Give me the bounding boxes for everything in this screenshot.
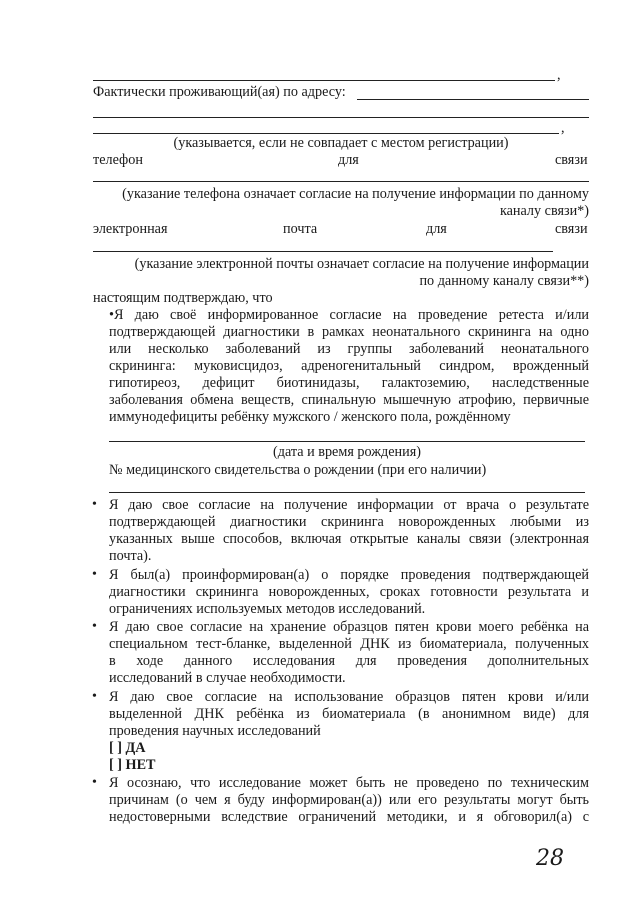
email-note-line-1: (указание электронной почты означает согласие на получение информации xyxy=(134,256,589,272)
birth-date-line[interactable] xyxy=(109,441,585,442)
address-label: Фактически проживающий(ая) по адресу: xyxy=(93,84,346,100)
consent-retest-line: скрининга: муковисцидоз, адреногенитальный синдром, врожденный xyxy=(109,358,589,374)
bullet-marker: • xyxy=(92,689,97,704)
email-word: почта xyxy=(283,221,318,237)
option-no-checkbox[interactable]: [ ] НЕТ xyxy=(109,757,156,773)
consent-retest-line: •Я даю своё информированное согласие на проведение ретеста и/или xyxy=(109,307,589,323)
birth-certificate-line[interactable] xyxy=(109,492,585,493)
email-note-line-2: по данному каналу связи**) xyxy=(419,273,589,289)
bullet-1-line: указанных выше способов, включая открытые каналы связи (электронная xyxy=(109,531,589,547)
blank-line-top xyxy=(93,80,555,81)
address-field-line-1[interactable] xyxy=(357,99,589,100)
phone-field-line[interactable] xyxy=(93,181,589,182)
option-yes-checkbox[interactable]: [ ] ДА xyxy=(109,740,146,756)
bullet-marker: • xyxy=(92,567,97,582)
consent-retest-line: иммунодефициты ребёнку мужского / женского пола, рождённому xyxy=(109,409,511,425)
bullet-1-line: подтверждающей диагностики скрининга новорожденных любыми из xyxy=(109,514,589,530)
bullet-2-line: ограничениях используемых методов исследований. xyxy=(109,601,426,617)
comma-mark: , xyxy=(557,67,561,83)
email-word: электронная xyxy=(93,221,168,237)
bullet-marker: • xyxy=(92,619,97,634)
bullet-3-line: исследований в случае необходимости. xyxy=(109,670,346,686)
consent-retest-line: подтверждающей диагностики в рамках неонатального скрининга на одно xyxy=(109,324,589,340)
phone-word: телефон xyxy=(93,152,143,168)
bullet-3-line: Я даю свое согласие на хранение образцов пятен крови моего ребёнка на xyxy=(109,619,589,635)
address-note: (указывается, если не совпадает с местом регистрации) xyxy=(173,135,509,151)
consent-retest-line: или несколько заболеваний из группы заболеваний неонатального xyxy=(109,341,589,357)
address-field-line-2[interactable] xyxy=(93,117,589,118)
bullet-2-line: Я был(а) проинформирован(а) о порядке проведения подтверждающей xyxy=(109,567,589,583)
birth-date-note: (дата и время рождения) xyxy=(273,444,421,460)
bullet-3-line: в ходе данного исследования для проведения дополнительных xyxy=(109,653,589,669)
email-word: для xyxy=(426,221,447,237)
page-number: 28 xyxy=(536,846,564,871)
bullet-1-line: почта). xyxy=(109,548,152,564)
birth-certificate-label: № медицинского свидетельства о рождении (при его наличии) xyxy=(109,462,487,478)
bullet-1-line: Я даю свое согласие на получение информации от врача о результате xyxy=(109,497,589,513)
bullet-4-line: Я даю свое согласие на использование образцов пятен крови и/или xyxy=(109,689,589,705)
bullet-4-line: выделенной ДНК ребёнка из биоматериала (в анонимном виде) для xyxy=(109,706,589,722)
bullet-5-line: Я осознаю, что исследование может быть не проведено по техническим xyxy=(109,775,589,791)
comma-mark: , xyxy=(561,120,565,136)
phone-note-line-1: (указание телефона означает согласие на получение информации по данному xyxy=(122,186,589,202)
bullet-4-line: проведения научных исследований xyxy=(109,723,321,739)
bullet-5-line: причинам (о чем я буду информирован(а)) или его результаты могут быть xyxy=(109,792,589,808)
consent-retest-line: гипотиреоз, дефицит биотинидазы, галактоземию, наследственные xyxy=(109,375,589,391)
phone-word: связи xyxy=(555,152,588,168)
phone-note-line-2: каналу связи*) xyxy=(499,203,589,219)
email-word: связи xyxy=(555,221,588,237)
email-field-line[interactable] xyxy=(93,251,553,252)
address-field-line-3[interactable] xyxy=(93,133,559,134)
phone-word: для xyxy=(338,152,359,168)
bullet-2-line: диагностики скрининга новорожденных, сроках готовности результата и xyxy=(109,584,589,600)
bullet-3-line: специальном тест-бланке, выделенной ДНК из биоматериала, полученных xyxy=(109,636,589,652)
bullet-5-line: недостоверными вследствие ограничений методики, и я обговорил(а) с xyxy=(109,809,589,825)
bullet-marker: • xyxy=(92,775,97,790)
consent-retest-line: заболевания обмена веществ, спинальную мышечную атрофию, первичные xyxy=(109,392,589,408)
bullet-marker: • xyxy=(92,497,97,512)
confirm-intro: настоящим подтверждаю, что xyxy=(93,290,273,306)
